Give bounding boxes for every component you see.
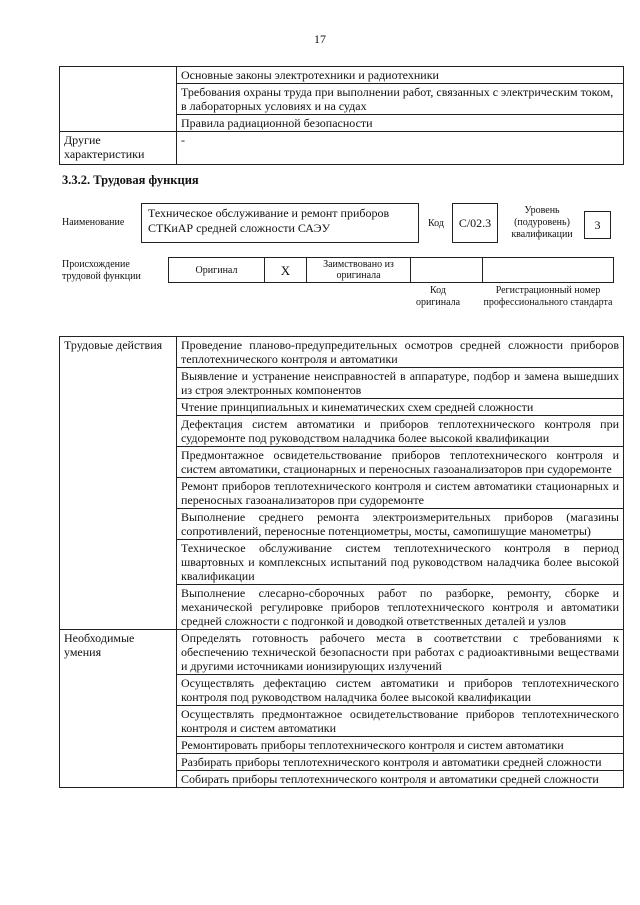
row-label	[60, 67, 177, 132]
original-label: Оригинал	[168, 257, 264, 283]
row-label: Другие характеристики	[60, 132, 177, 165]
name-label: Наименование	[62, 217, 125, 228]
registration-number-cell	[482, 257, 614, 283]
origin-row	[168, 257, 614, 283]
main-table	[59, 336, 624, 788]
table-cell: Техническое обслуживание систем теплотехнического контроля в период швартовных и комплексных испытаний под руководством наладчика более высокой квалификации	[177, 540, 624, 585]
borrowed-label: Заимствовано из оригинала	[306, 257, 410, 283]
table-cell: Ремонт приборов теплотехнического контроля и систем автоматики стационарных и переносных газоанализаторов при судоремонте	[177, 478, 624, 509]
code-label: Код	[428, 218, 444, 229]
original-code-cell	[410, 257, 482, 283]
table-cell: Требования охраны труда при выполнении работ, связанных с электрическим током, в лабораторных условиях и на судах	[177, 84, 624, 115]
registration-caption: Регистрационный номер профессионального стандарта	[483, 285, 613, 308]
table-cell: Правила радиационной безопасности	[177, 115, 624, 132]
page-number: 17	[314, 32, 326, 46]
table-cell: Выполнение слесарно-сборочных работ по разборке, ремонту, сборке и механической регулировке приборов теплотехнического контроля и автоматики средней сложности с подгонкой и доводкой ответственных деталей и узлов	[177, 585, 624, 630]
row-label: Трудовые действия	[60, 337, 177, 630]
table-cell: Осуществлять дефектацию систем автоматики и приборов теплотехнического контроля под руководством наладчика более высокой квалификации	[177, 675, 624, 706]
table-row	[60, 67, 624, 84]
table-cell: Определять готовность рабочего места в соответствии с требованиями к обеспечению технической безопасности при работах с радиоактивными веществами и другими источниками ионизирующих излучений	[177, 630, 624, 675]
original-mark: X	[264, 257, 306, 283]
table-cell: -	[177, 132, 624, 165]
table-cell: Основные законы электротехники и радиотехники	[177, 67, 624, 84]
table-cell: Собирать приборы теплотехнического контроля и автоматики средней сложности	[177, 771, 624, 788]
function-name-value: Техническое обслуживание и ремонт приборов СТКиАР средней сложности САЭУ	[141, 203, 419, 243]
table-row	[60, 132, 624, 165]
function-code-value: С/02.3	[452, 203, 498, 243]
top-table	[59, 66, 624, 165]
section-heading: 3.3.2. Трудовая функция	[62, 173, 199, 187]
origin-label: Происхождение трудовой функции	[62, 259, 141, 282]
table-cell: Выполнение среднего ремонта электроизмерительных приборов (магазины сопротивлений, переносные потенциометры, мосты, самопишущие манометры)	[177, 509, 624, 540]
level-value: 3	[584, 211, 611, 239]
row-label: Необходимые умения	[60, 630, 177, 788]
table-cell: Выявление и устранение неисправностей в аппаратуре, подбор и замена вышедших из строя электронных компонентов	[177, 368, 624, 399]
table-cell: Предмонтажное освидетельствование приборов теплотехнического контроля и систем автоматики, стационарных и переносных газоанализаторов при судоремонте	[177, 447, 624, 478]
level-label: Уровень (подуровень) квалификации	[511, 205, 573, 240]
code-caption: Код оригинала	[415, 285, 461, 308]
table-cell: Проведение планово-предупредительных осмотров средней сложности приборов теплотехнического контроля и автоматики	[177, 337, 624, 368]
table-cell: Чтение принципиальных и кинематических схем средней сложности	[177, 399, 624, 416]
table-row	[60, 630, 624, 675]
table-cell: Разбирать приборы теплотехнического контроля и автоматики средней сложности	[177, 754, 624, 771]
table-cell: Дефектация систем автоматики и приборов теплотехнического контроля при судоремонте под руководством наладчика более высокой квалификации	[177, 416, 624, 447]
table-cell: Ремонтировать приборы теплотехнического контроля и систем автоматики	[177, 737, 624, 754]
table-row	[60, 337, 624, 368]
table-cell: Осуществлять предмонтажное освидетельствование приборов теплотехнического контроля и систем автоматики	[177, 706, 624, 737]
